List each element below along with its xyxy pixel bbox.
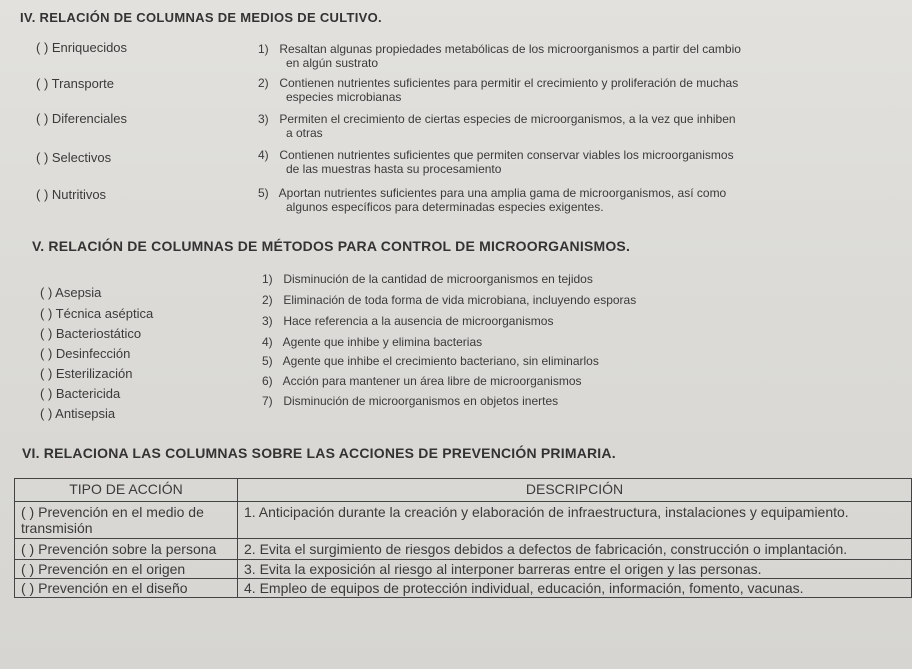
section-iv-left-item: ( ) Nutritivos (36, 187, 107, 202)
section-iv-left-item: ( ) Transporte (36, 76, 115, 91)
table-header-row (15, 479, 912, 502)
table-row (15, 579, 912, 598)
section-v-left-item: ( ) Técnica aséptica (40, 306, 154, 321)
section-v-right-item (262, 374, 582, 388)
section-iv-right-item (258, 112, 818, 140)
item-text: Acción para mantener un área libre de microorganismos (282, 374, 582, 388)
section-iv-right-item (258, 42, 818, 70)
item-text: Disminución de la cantidad de microorganismos en tejidos (283, 272, 593, 286)
table-row (15, 502, 912, 539)
section-v-right-item (262, 314, 553, 328)
item-number: 3) (262, 314, 273, 328)
item-number: 6) (262, 374, 273, 388)
item-number: 2) (258, 76, 269, 90)
table-cell-type: ( ) Prevención sobre la persona (15, 539, 238, 560)
section-v-left-item: ( ) Esterilización (40, 366, 133, 381)
column-header-type: TIPO DE ACCIÓN (15, 479, 238, 502)
item-text-line1: Resaltan algunas propiedades metabólicas de los microorganismos a partir del cambio (279, 42, 741, 56)
column-header-description: DESCRIPCIÓN (238, 479, 912, 502)
item-text: Disminución de microorganismos en objetos inertes (283, 394, 559, 408)
prevention-table (14, 478, 912, 598)
item-text-line1: Aportan nutrientes suficientes para una amplia gama de microorganismos, así como (278, 186, 727, 200)
table-row (15, 560, 912, 579)
item-text-line2: a otras (286, 126, 323, 140)
table-row (15, 539, 912, 560)
item-text-line2: en algún sustrato (286, 56, 379, 70)
table-cell-description: 3. Evita la exposición al riesgo al interponer barreras entre el origen y las personas. (238, 560, 912, 579)
table-cell-type: ( ) Prevención en el medio de transmisión (15, 502, 238, 539)
section-iv-left-item: ( ) Enriquecidos (36, 40, 128, 55)
section-vi-title: VI. RELACIONA LAS COLUMNAS SOBRE LAS ACCIONES DE PREVENCIÓN PRIMARIA. (22, 445, 616, 461)
item-text: Eliminación de toda forma de vida microbiana, incluyendo esporas (283, 293, 637, 307)
section-v-left-item: ( ) Bactericida (40, 386, 121, 401)
item-number: 4) (262, 335, 273, 349)
item-text: Agente que inhibe y elimina bacterias (282, 335, 483, 349)
section-iv-title: IV. RELACIÓN DE COLUMNAS DE MEDIOS DE CULTIVO. (20, 10, 382, 25)
item-text-line2: de las muestras hasta su procesamiento (286, 162, 502, 176)
section-iv-right-item (258, 186, 818, 214)
section-v-left-item: ( ) Bacteriostático (40, 326, 142, 341)
section-v-right-item (262, 272, 593, 286)
section-v-left-item: ( ) Antisepsia (40, 406, 116, 421)
item-text-line2: especies microbianas (286, 90, 402, 104)
item-number: 7) (262, 394, 273, 408)
section-iv-left-item: ( ) Diferenciales (36, 111, 128, 126)
table-cell-type: ( ) Prevención en el diseño (15, 579, 238, 598)
item-number: 4) (258, 148, 269, 162)
item-text-line1: Contienen nutrientes suficientes para permitir el crecimiento y proliferación de muchas (279, 76, 739, 90)
item-number: 5) (258, 186, 269, 200)
item-number: 3) (258, 112, 269, 126)
section-v-left-item: ( ) Asepsia (40, 285, 102, 300)
section-v-right-item (262, 293, 636, 307)
item-number: 1) (262, 272, 273, 286)
table-cell-description: 2. Evita el surgimiento de riesgos debidos a defectos de fabricación, construcción o implantación. (238, 539, 912, 560)
table-cell-description: 1. Anticipación durante la creación y elaboración de infraestructura, instalaciones y equipamiento. (238, 502, 912, 539)
section-iv-right-item (258, 148, 818, 176)
table-cell-type: ( ) Prevención en el origen (15, 560, 238, 579)
section-iv-left-item: ( ) Selectivos (36, 150, 112, 165)
item-text: Hace referencia a la ausencia de microorganismos (283, 314, 554, 328)
section-v-right-item (262, 394, 558, 408)
item-text: Agente que inhibe el crecimiento bacteriano, sin eliminarlos (282, 354, 599, 368)
section-v-title: V. RELACIÓN DE COLUMNAS DE MÉTODOS PARA CONTROL DE MICROORGANISMOS. (32, 238, 631, 254)
section-v-right-item (262, 335, 482, 349)
item-number: 1) (258, 42, 269, 56)
item-text-line2: algunos específicos para determinadas especies exigentes. (286, 200, 604, 214)
item-text-line1: Permiten el crecimiento de ciertas especies de microorganismos, a la vez que inhiben (279, 112, 736, 126)
item-text-line1: Contienen nutrientes suficientes que permiten conservar viables los microorganismos (279, 148, 734, 162)
section-v-right-item (262, 354, 599, 368)
section-iv-right-item (258, 76, 818, 104)
section-v-left-item: ( ) Desinfección (40, 346, 131, 361)
table-cell-description: 4. Empleo de equipos de protección individual, educación, información, fomento, vacunas. (238, 579, 912, 598)
item-number: 2) (262, 293, 273, 307)
item-number: 5) (262, 354, 273, 368)
